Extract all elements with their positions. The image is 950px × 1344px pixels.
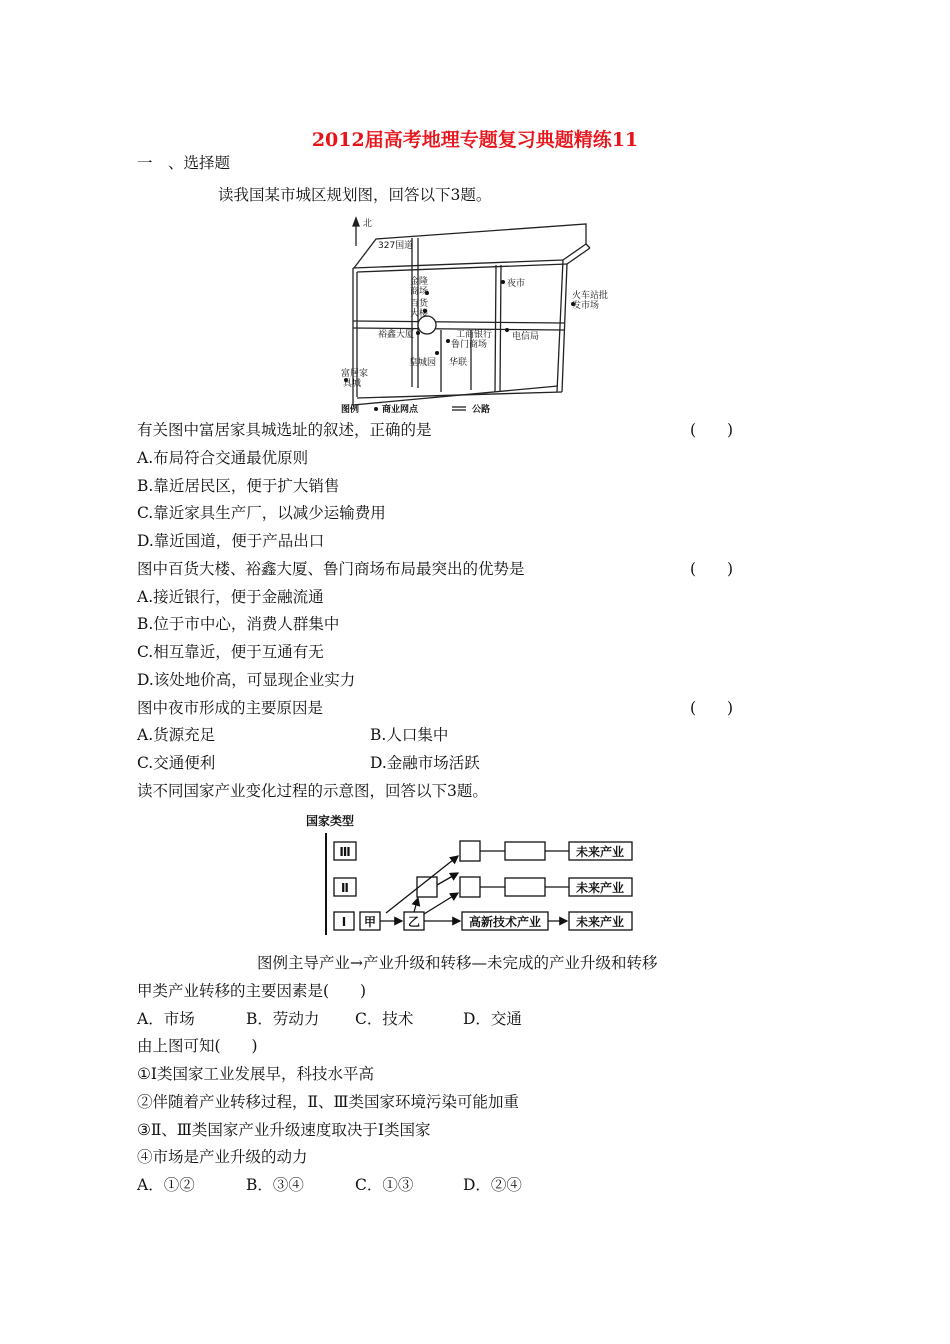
- q5-option-b[interactable]: B．③④: [246, 1176, 304, 1194]
- map-huoche-2: 发市场: [572, 301, 600, 311]
- point-yuxin: [416, 331, 420, 335]
- map-legend-road: 公路: [472, 405, 491, 415]
- map-intro: 读我国某市城区规划图，回答以下3题。: [218, 186, 492, 204]
- q5-option-d[interactable]: D．②④: [463, 1176, 522, 1194]
- point-dianxin: [505, 328, 509, 332]
- q3-stem: 图中夜市形成的主要原因是: [137, 699, 324, 717]
- q2-option-c[interactable]: C.相互靠近，便于互通有无: [137, 643, 324, 661]
- q1-stem: 有关图中富居家具城选址的叙述，正确的是: [137, 421, 432, 439]
- north-arrow-icon: [353, 218, 359, 226]
- q2-option-d[interactable]: D.该处地价高，可显现企业实力: [137, 671, 356, 689]
- q5-stem: 由上图可知( ): [137, 1037, 258, 1055]
- map-north-label: 北: [363, 219, 373, 229]
- blank-wide-row2: [505, 878, 545, 896]
- q4-option-d[interactable]: D．交通: [463, 1010, 522, 1028]
- q4-option-b[interactable]: B．劳动力: [246, 1010, 320, 1028]
- row-label-2: Ⅱ: [341, 881, 349, 895]
- q5-item-3: ③Ⅱ、Ⅲ类国家产业升级速度取决于Ⅰ类国家: [137, 1121, 431, 1139]
- map-legend-point: 商业网点: [382, 405, 419, 415]
- map-hualian: 华联: [449, 358, 468, 368]
- legend-dot: [374, 407, 378, 411]
- q3-option-b[interactable]: B.人口集中: [370, 726, 449, 744]
- map-yeshi: 夜市: [507, 279, 526, 289]
- map-jinlong-2: 商场: [410, 287, 429, 297]
- map-dianxin: 电信局: [512, 332, 540, 342]
- map-fuju-2: 具城: [343, 379, 362, 389]
- map-huoche-1: 火车站批: [572, 291, 609, 301]
- q1-option-b[interactable]: B.靠近居民区，便于扩大销售: [137, 477, 340, 495]
- q5-item-4: ④市场是产业升级的动力: [137, 1148, 308, 1166]
- map-yuxin: 裕鑫大厦: [378, 330, 415, 340]
- blank-box-row2: [460, 877, 480, 897]
- q1-option-c[interactable]: C.靠近家具生产厂，以减少运输费用: [137, 504, 386, 522]
- jia-label: 甲: [363, 915, 377, 929]
- map-baihuo-2: 大楼: [410, 309, 429, 319]
- blank-box-top: [460, 841, 480, 861]
- point-yeshi: [501, 280, 505, 284]
- map-legend-label: 图例: [341, 405, 360, 415]
- q2-answer-blank[interactable]: ( ): [690, 560, 734, 578]
- q4-option-c[interactable]: C．技术: [355, 1010, 414, 1028]
- yi-label: 乙: [407, 915, 421, 929]
- future-label-1: 未来产业: [575, 915, 625, 929]
- legend-road-icon: [452, 407, 466, 410]
- map-lumen: 鲁门商场: [451, 340, 488, 350]
- map-fuju-1: 富居家: [341, 369, 369, 379]
- q3-answer-blank[interactable]: ( ): [690, 699, 734, 717]
- diagram-legend: 图例主导产业→产业升级和转移—未完成的产业升级和转移: [257, 954, 658, 972]
- section-heading: 一 、选择题: [137, 154, 231, 172]
- blank-wide-top: [505, 842, 545, 860]
- q1-option-a[interactable]: A.布局符合交通最优原则: [137, 449, 309, 467]
- q1-answer-blank[interactable]: ( ): [690, 421, 734, 439]
- q4-option-a[interactable]: A．市场: [137, 1010, 195, 1028]
- q3-option-c[interactable]: C.交通便利: [137, 754, 216, 772]
- map-baihuo-1: 百货: [410, 299, 429, 309]
- map-jinlong-1: 金隆: [410, 277, 429, 287]
- map-road-327: 327国道: [378, 241, 414, 251]
- future-label-2: 未来产业: [575, 881, 625, 895]
- q2-stem: 图中百货大楼、裕鑫大厦、鲁门商场布局最突出的优势是: [137, 560, 525, 578]
- point-lumen: [446, 339, 450, 343]
- row-label-1: Ⅰ: [341, 915, 347, 929]
- q2-option-a[interactable]: A.接近银行，便于金融流通: [137, 588, 324, 606]
- q5-item-1: ①Ⅰ类国家工业发展早，科技水平高: [137, 1065, 375, 1083]
- q4-stem: 甲类产业转移的主要因素是( ): [137, 982, 367, 1000]
- q2-option-b[interactable]: B.位于市中心，消费人群集中: [137, 615, 340, 633]
- map-gongshang: 工商银行: [456, 330, 493, 340]
- page-title: 2012届高考地理专题复习典题精练11: [311, 129, 639, 151]
- q5-option-a[interactable]: A．①②: [137, 1176, 195, 1194]
- row-label-3: Ⅲ: [339, 845, 351, 859]
- q3-option-a[interactable]: A.货源充足: [137, 726, 216, 744]
- map-huangcheng: 皇城园: [409, 358, 437, 368]
- industry-diagram: [306, 810, 646, 940]
- q3-option-d[interactable]: D.金融市场活跃: [370, 754, 480, 772]
- future-label-3: 未来产业: [575, 845, 625, 859]
- q1-option-d[interactable]: D.靠近国道，便于产品出口: [137, 532, 325, 550]
- city-map: [336, 212, 609, 417]
- diagram-intro: 读不同国家产业变化过程的示意图，回答以下3题。: [137, 782, 488, 800]
- diagram-header: 国家类型: [306, 814, 355, 828]
- q5-option-c[interactable]: C．①③: [355, 1176, 414, 1194]
- point-hualian: [435, 351, 439, 355]
- hightech-label: 高新技术产业: [468, 915, 542, 929]
- q5-item-2: ②伴随着产业转移过程，Ⅱ、Ⅲ类国家环境污染可能加重: [137, 1093, 519, 1111]
